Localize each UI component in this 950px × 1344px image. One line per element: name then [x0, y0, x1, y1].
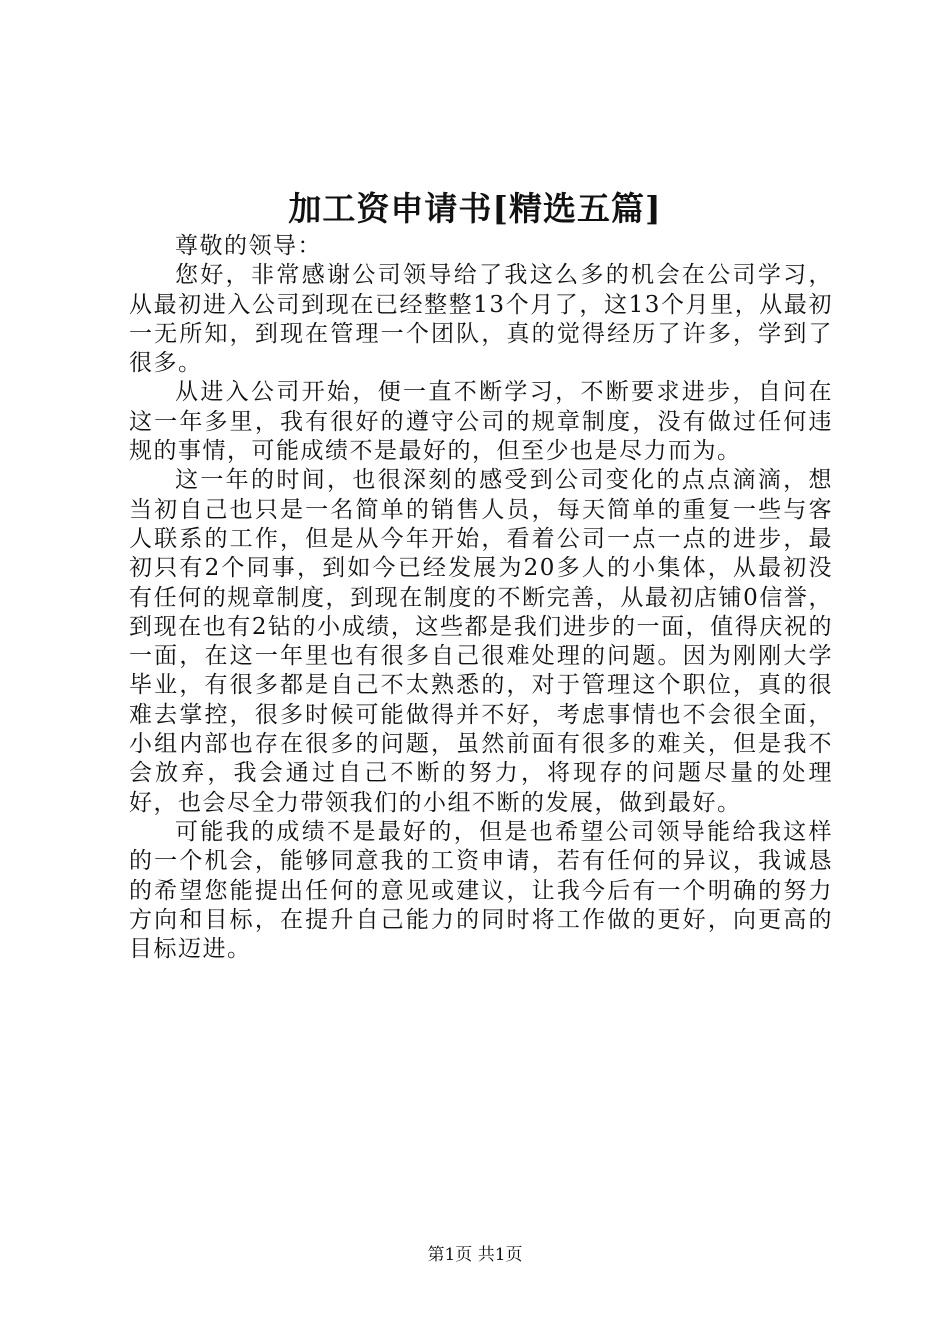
paragraph: 可能我的成绩不是最好的，但是也希望公司领导能给我这样的一个机会，能够同意我的工资申请，若有任何的异议，我诚恳的希望您能提出任何的意见或建议，让我今后有一个明确的努力方向和目标，在提升自己能力的同时将工作做的更好，向更高的目标迈进。	[129, 818, 833, 963]
paragraph: 这一年的时间，也很深刻的感受到公司变化的点点滴滴，想当初自己也只是一名简单的销售人员，每天简单的重复一些与客人联系的工作，但是从今年开始，看着公司一点一点的进步，最初只有2个同事，到如今已经发展为20多人的小集体，从最初没有任何的规章制度，到现在制度的不断完善，从最初店铺0信誉，到现在也有2钻的小成绩，这些都是我们进步的一面，值得庆祝的一面，在这一年里也有很多自己很难处理的问题。因为刚刚大学毕业，有很多都是自己不太熟悉的，对于管理这个职位，真的很难去掌控，很多时候可能做得并不好，考虑事情也不会很全面，小组内部也存在很多的问题，虽然前面有很多的难关，但是我不会放弃，我会通过自己不断的努力，将现存的问题尽量的处理好，也会尽全力带领我们的小组不断的发展，做到最好。	[129, 467, 833, 816]
paragraph: 从进入公司开始，便一直不断学习，不断要求进步，自问在这一年多里，我有很好的遵守公司的规章制度，没有做过任何违规的事情，可能成绩不是最好的，但至少也是尽力而为。	[129, 379, 833, 465]
paragraph: 您好，非常感谢公司领导给了我这么多的机会在公司学习，从最初进入公司到现在已经整整13个月了，这13个月里，从最初一无所知，到现在管理一个团队，真的觉得经历了许多，学到了很多。	[129, 262, 833, 377]
page-footer: 第1页 共1页	[427, 1245, 523, 1265]
salutation: 尊敬的领导：	[175, 233, 322, 259]
document-title: 加工资申请书[精选五篇]	[288, 189, 662, 228]
document-body	[129, 232, 833, 964]
